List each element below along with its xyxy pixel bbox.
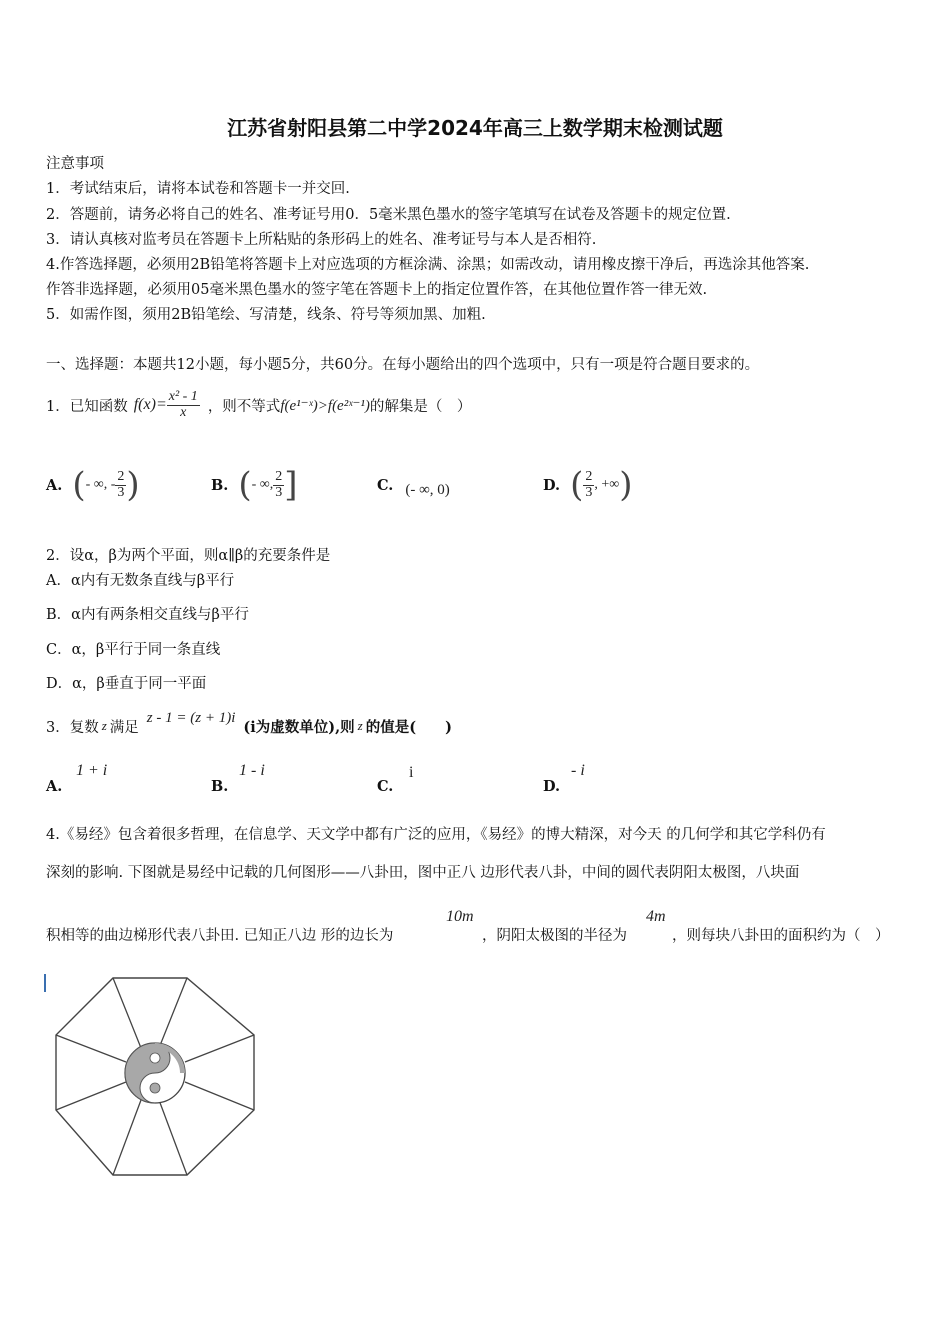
q4-line3-b: ，阴阳太极图的半径为 xyxy=(482,928,627,944)
q2-option-c: C．α，β平行于同一条直线 xyxy=(46,642,221,658)
notice-heading: 注意事项 xyxy=(46,156,104,172)
option-label: B. xyxy=(211,778,229,795)
q3-prefix: 3．复数 xyxy=(46,719,99,736)
q1-option-a xyxy=(46,458,140,512)
notice-item: 1．考试结束后，请将本试卷和答题卡一并交回. xyxy=(46,181,350,197)
figure-edge-mark xyxy=(44,974,46,992)
q1-function-lhs: f(x)= xyxy=(133,396,167,413)
q1-b-numerator: 2 xyxy=(275,468,283,484)
question-2-stem: 2．设α，β为两个平面，则α∥β的充要条件是 xyxy=(46,548,331,564)
q1-function-denominator: x xyxy=(180,404,187,420)
q2-option-a: A．α内有无数条直线与β平行 xyxy=(46,573,235,589)
q3-paren-text: (i为虚数单位),则 xyxy=(243,718,355,736)
notice-item: 3．请认真核对监考员在答题卡上所粘贴的条形码上的姓名、准考证号与本人是否相符. xyxy=(46,232,597,248)
question-3-stem xyxy=(46,706,452,746)
q1-inequality: f(e¹⁻ˣ)>f(e²ˣ⁻¹) xyxy=(280,397,370,414)
q3-suffix: 的值是( ) xyxy=(365,718,452,736)
q1-a-numerator: 2 xyxy=(117,468,125,484)
notice-item: 5．如需作图，须用2B铅笔绘、写清楚，线条、符号等须加黑、加粗. xyxy=(46,307,486,323)
paren-left-icon: ( xyxy=(570,465,584,505)
section-heading: 一、选择题：本题共12小题，每小题5分，共60分。在每小题给出的四个选项中，只有一项是符合题目要求的。 xyxy=(46,357,760,373)
q3-c-value: i xyxy=(409,764,414,781)
paren-right-icon: ] xyxy=(284,465,298,505)
paren-right-icon: ) xyxy=(619,465,633,505)
question-4-line-1: 4.《易经》包含着很多哲理，在信息学、天文学中都有广泛的应用，《易经》的博大精深，对今天 的几何学和其它学科仍有 xyxy=(46,827,826,843)
q1-option-b xyxy=(211,458,298,512)
q4-line3-c: ，则每块八卦田的面积约为（ ） xyxy=(672,928,890,944)
question-1-stem xyxy=(46,380,471,430)
option-label: A. xyxy=(46,476,63,494)
q3-b-value: 1 - i xyxy=(239,762,265,779)
q1-a-left: - ∞, - xyxy=(85,477,116,492)
option-label: D. xyxy=(543,476,561,494)
q3-a-value: 1 + i xyxy=(76,762,108,779)
q3-equation: z - 1 = (z + 1)i xyxy=(146,709,236,726)
option-label: B. xyxy=(211,476,229,494)
q3-middle: 满足 xyxy=(109,719,139,736)
q1-suffix: 的解集是（ ） xyxy=(369,398,472,415)
option-label: C. xyxy=(377,778,394,795)
q1-c-value: (- ∞, 0) xyxy=(405,481,450,498)
q2-option-b: B．α内有两条相交直线与β平行 xyxy=(46,607,249,623)
q1-a-denominator: 3 xyxy=(117,484,125,500)
q3-z-2: z xyxy=(357,718,363,733)
notice-item: 作答非选择题，必须用05毫米黑色墨水的签字笔在答题卡上的指定位置作答，在其他位置作答一律无效. xyxy=(46,282,708,298)
q1-b-left: - ∞, xyxy=(251,477,274,492)
bagua-octagon-figure xyxy=(44,970,274,1190)
q1-middle-text: ，则不等式 xyxy=(207,398,281,415)
option-label: C. xyxy=(377,476,394,494)
notice-item: 4.作答选择题，必须用2B铅笔将答题卡上对应选项的方框涂满、涂黑；如需改动，请用橡皮擦干净后，再选涂其他答案. xyxy=(46,257,810,273)
q4-radius: 4m xyxy=(646,908,666,925)
q3-d-value: - i xyxy=(571,762,585,779)
q2-option-d: D．α，β垂直于同一平面 xyxy=(46,676,207,692)
paren-right-icon: ) xyxy=(126,465,140,505)
q1-d-fraction xyxy=(583,470,594,500)
q1-d-right: , +∞ xyxy=(594,477,620,492)
q1-function-numerator: x² - 1 xyxy=(168,388,198,404)
q1-b-fraction xyxy=(273,470,284,500)
q1-option-c xyxy=(377,458,450,512)
notice-item: 2．答题前，请务必将自己的姓名、准考证号用0．5毫米黑色墨水的签字笔填写在试卷及答题卡的规定位置. xyxy=(46,207,731,223)
option-label: D. xyxy=(543,778,561,795)
option-label: A. xyxy=(46,778,63,795)
q1-option-d xyxy=(543,458,633,512)
page-title: 江苏省射阳县第二中学2024年高三上数学期末检测试题 xyxy=(227,116,723,140)
q4-line3-a: 积相等的曲边梯形代表八卦田. 已知正八边 形的边长为 xyxy=(46,928,394,944)
question-4-line-2: 深刻的影响. 下图就是易经中记载的几何图形——八卦田，图中正八 边形代表八卦，中间的圆代表阴阳太极图，八块面 xyxy=(46,865,800,881)
q1-prefix: 1．已知函数 xyxy=(46,398,128,415)
q1-b-denominator: 3 xyxy=(275,484,283,500)
yin-yang-icon xyxy=(125,1043,185,1103)
q1-d-denominator: 3 xyxy=(585,484,593,500)
q4-side-length: 10m xyxy=(446,908,474,925)
q1-d-numerator: 2 xyxy=(585,468,593,484)
q1-a-fraction xyxy=(115,470,126,500)
q3-z: z xyxy=(101,718,107,733)
paren-left-icon: ( xyxy=(238,465,252,505)
paren-left-icon: ( xyxy=(72,465,86,505)
q1-function-fraction xyxy=(167,390,200,420)
